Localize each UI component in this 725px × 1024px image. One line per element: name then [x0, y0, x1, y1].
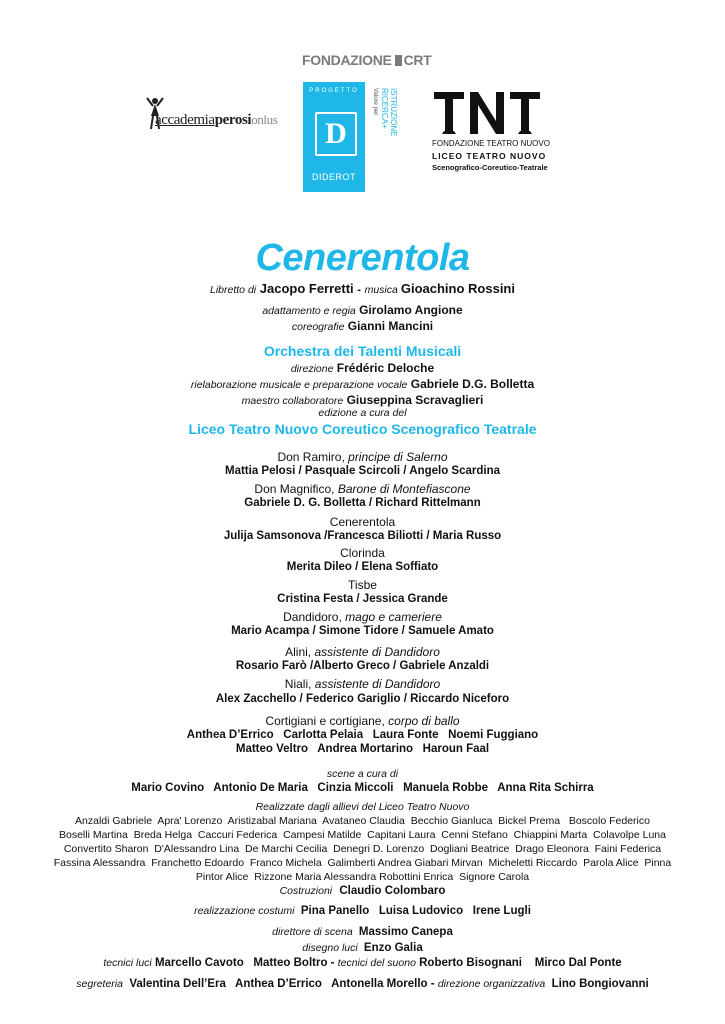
edizione-line: edizione a cura del	[318, 407, 407, 419]
adattamento-line: adattamento e regia Girolamo Angione	[262, 303, 463, 317]
tnt-caption: FONDAZIONE TEATRO NUOVO LICEO TEATRO NUOVO Scenografico-Coreutico-Teatrale	[432, 139, 550, 172]
cast-names: Mattia Pelosi / Pasquale Scircoli / Angelo Scardina	[224, 465, 501, 477]
rielaborazione-line: rielaborazione musicale e preparazione vocale Gabriele D.G. Bolletta	[190, 377, 535, 391]
students-line: Convertito Sharon D'Alessandro Lina De Marchi Cecilia Denegri D. Lorenzo Dogliani Beatrice Drago Eleonora Faini Federica	[63, 843, 662, 855]
ballet-names-2: Matteo Veltro Andrea Mortarino Haroun Faal	[235, 743, 490, 755]
scene-label: scene a cura di	[326, 768, 399, 780]
page-title: Cenerentola	[255, 237, 470, 279]
cast-role: Don Ramiro, principe di Salerno	[277, 450, 448, 464]
cast-role: Dandidoro, mago e cameriere	[283, 610, 442, 624]
students-line: Fassina Alessandra Franchetto Edoardo Franco Michela Galimberti Andrea Giabari Mirvan Micheletti Riccardo Parola Alice Pinna	[53, 857, 672, 869]
diderot-side-text: Valore per RICERCA+ ISTRUZIONE	[372, 88, 398, 137]
cast-role: Don Magnifico, Barone di Montefiascone	[254, 482, 471, 496]
cast-names: Julija Samsonova /Francesca Biliotti / Maria Russo	[223, 530, 502, 542]
cast-names: Gabriele D. G. Bolletta / Richard Rittelmann	[244, 497, 481, 509]
crt-square-mark	[395, 55, 402, 66]
cast-role: Tisbe	[348, 578, 377, 592]
students-line: Anzaldi Gabriele Apra' Lorenzo Aristizabal Mariana Avataneo Claudia Becchio Gianluca Bickel Prema Boscolo Federico	[75, 815, 650, 827]
cast-role: Alini, assistente di Dandidoro	[285, 645, 440, 659]
realizzate-label: Realizzate dagli allievi del Liceo Teatro Nuovo	[255, 801, 470, 813]
ballet-role: Cortigiani e cortigiane, corpo di ballo	[265, 714, 460, 728]
coreografie-line: coreografie Gianni Mancini	[291, 319, 434, 333]
maestro-line: maestro collaboratore Giuseppina Scravaglieri	[241, 393, 484, 407]
direzione-line: direzione Frédéric Deloche	[290, 361, 435, 375]
cast-role: Cenerentola	[329, 515, 396, 529]
tecnici-line: tecnici luci Marcello Cavoto Matteo Boltro - tecnici del suono Roberto Bisognani Mirco Dal Ponte	[103, 957, 622, 969]
segreteria-line: segreteria Valentina Dell’Era Anthea D’Errico Antonella Morello - direzione organizzativa Lino Bongiovanni	[76, 978, 649, 990]
cast-names: Merita Dileo / Elena Soffiato	[286, 561, 439, 573]
book-d-icon: D	[315, 112, 357, 156]
cast-names: Mario Acampa / Simone Tidore / Samuele Amato	[231, 625, 494, 637]
orchestra-heading: Orchestra dei Talenti Musicali	[263, 343, 462, 359]
students-line: Boselli Martina Breda Helga Caccuri Federica Campesi Matilde Capitani Laura Cenni Stefano Chiappini Marta Colavolpe Luna	[59, 829, 666, 841]
cast-names: Alex Zacchello / Federico Gariglio / Riccardo Niceforo	[215, 693, 510, 705]
progetto-diderot-logo: PROGETTO D DIDEROT	[303, 82, 365, 192]
cast-names: Rosario Farò /Alberto Greco / Gabriele Anzaldi	[235, 660, 490, 672]
cast-names: Cristina Festa / Jessica Grande	[277, 593, 448, 605]
costruzioni-line: Costruzioni Claudio Colombaro	[279, 885, 446, 897]
ballet-names-1: Anthea D’Errico Carlotta Pelaia Laura Fonte Noemi Fuggiano	[186, 729, 539, 741]
direttore-scena-line: direttore di scena Massimo Canepa	[272, 926, 453, 938]
liceo-heading: Liceo Teatro Nuovo Coreutico Scenografico Teatrale	[188, 421, 537, 437]
tnt-logo	[432, 92, 542, 136]
students-line: Pintor Alice Rizzone Maria Alessandra Robottini Enrica Signore Carola	[195, 871, 530, 883]
libretto-line: Libretto di Jacopo Ferretti - musica Gioachino Rossini	[210, 281, 515, 296]
disegno-luci-line: disegno luci Enzo Galia	[302, 942, 423, 954]
scene-names: Mario Covino Antonio De Maria Cinzia Miccoli Manuela Robbe Anna Rita Schirra	[131, 782, 594, 794]
fondazione-crt-logo: FONDAZIONE CRT	[302, 52, 432, 68]
accademia-perosi-logo: accademiaperosionlus	[143, 96, 283, 132]
cast-role: Niali, assistente di Dandidoro	[284, 677, 441, 691]
costumi-line: realizzazione costumi Pina Panello Luisa Ludovico Irene Lugli	[194, 905, 531, 917]
cast-role: Clorinda	[340, 546, 385, 560]
